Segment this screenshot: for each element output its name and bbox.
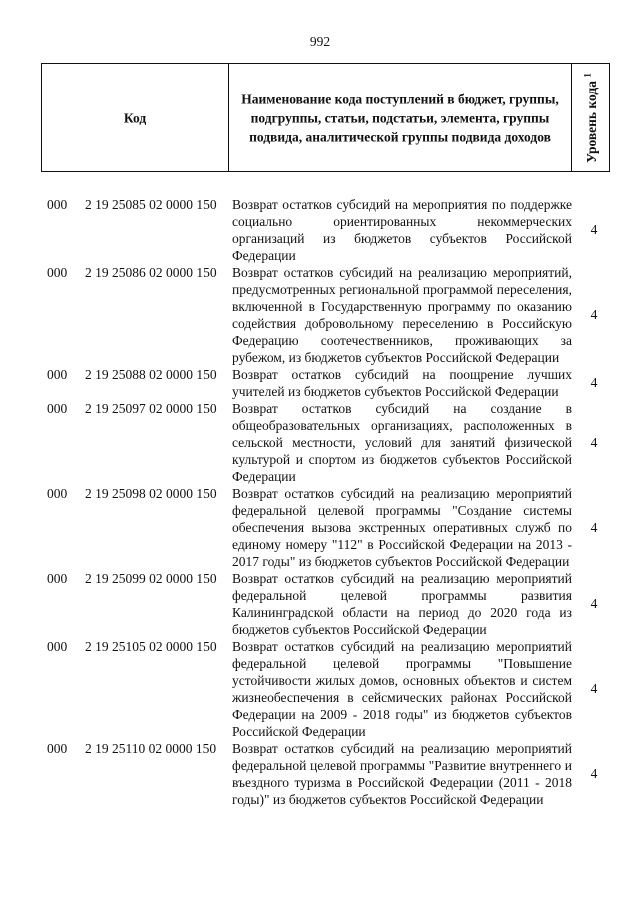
row-level: 4 — [590, 681, 598, 696]
table-row — [41, 264, 610, 366]
row-revenue-code: 2 19 25098 02 0000 150 — [85, 486, 217, 501]
table-row — [41, 638, 610, 740]
table-row — [41, 366, 610, 400]
table-row — [41, 196, 610, 264]
table-row — [41, 740, 610, 808]
row-name: Возврат остатков субсидий на создание в общеобразовательных организациях, расположенных в сельской местности, условий для занятий физической культурой и спортом из бюджетов субъектов Российской Федерации — [232, 401, 572, 484]
row-name: Возврат остатков субсидий на реализацию мероприятий, предусмотренных региональной программой переселения, включенной в Государственную программу по оказанию содействия добровольному переселению в Российскую Федерацию соотечественников, проживающих за рубежом, из бюджетов субъектов Российской Федерации — [232, 265, 572, 365]
row-name: Возврат остатков субсидий на поощрение лучших учителей из бюджетов субъектов Российской Федерации — [232, 367, 572, 399]
row-admin-code: 000 — [47, 401, 68, 416]
row-name: Возврат остатков субсидий на реализацию мероприятий федеральной целевой программы развития Калининградской области на период до 2020 года из бюджетов субъектов Российской Федерации — [232, 571, 572, 637]
row-name: Возврат остатков субсидий на реализацию мероприятий федеральной целевой программы "Развитие внутреннего и въездного туризма в Российской Федерации (2011 - 2018 годы)" из бюджетов субъектов Российской Федерации — [232, 741, 572, 807]
table-row — [41, 570, 610, 638]
row-level: 4 — [590, 596, 598, 611]
row-level: 4 — [590, 434, 598, 450]
row-name: Возврат остатков субсидий на реализацию мероприятий федеральной целевой программы "Повышение устойчивости жилых домов, основных объектов и систем жизнеобеспечения в сейсмических районах Российской Федерации на 2009 - 2018 годы" из бюджетов субъектов Российской Федерации — [232, 639, 572, 739]
table-header — [41, 63, 610, 172]
row-admin-code: 000 — [47, 639, 68, 654]
row-name: Возврат остатков субсидий на мероприятия по поддержке социально ориентированных некоммерческих организаций из бюджетов субъектов Российской Федерации — [232, 197, 572, 263]
row-admin-code: 000 — [47, 265, 68, 280]
row-admin-code: 000 — [47, 486, 68, 501]
row-revenue-code: 2 19 25085 02 0000 150 — [85, 197, 217, 212]
row-revenue-code: 2 19 25110 02 0000 150 — [85, 741, 217, 756]
row-revenue-code: 2 19 25099 02 0000 150 — [85, 571, 217, 586]
table-body — [41, 196, 610, 808]
header-code-cell — [42, 64, 229, 171]
row-revenue-code: 2 19 25086 02 0000 150 — [85, 265, 217, 280]
page-number: 992 — [309, 34, 331, 49]
table-row — [41, 400, 610, 485]
header-level-text: Уровень кода — [583, 80, 599, 163]
header-name-label: Наименование кода поступлений в бюджет, группы, подгруппы, статьи, подстатьи, элемента, группы подвида, аналитической группы подвида доходов — [241, 91, 559, 144]
row-level: 4 — [590, 766, 598, 781]
row-revenue-code: 2 19 25097 02 0000 150 — [85, 401, 217, 416]
row-level: 4 — [590, 222, 598, 237]
row-level: 4 — [590, 519, 598, 535]
header-code-label: Код — [123, 110, 147, 125]
row-admin-code: 000 — [47, 571, 68, 586]
table-row — [41, 485, 610, 570]
header-level-cell — [572, 64, 609, 171]
header-level-label — [582, 73, 600, 163]
row-admin-code: 000 — [47, 741, 68, 756]
row-admin-code: 000 — [47, 197, 68, 212]
header-level-footnote: 1 — [581, 72, 592, 78]
row-revenue-code: 2 19 25105 02 0000 150 — [85, 639, 217, 654]
header-name-cell — [229, 64, 572, 171]
row-level: 4 — [590, 307, 598, 322]
row-name: Возврат остатков субсидий на реализацию мероприятий федеральной целевой программы "Создание системы обеспечения вызова экстренных оперативных служб по единому номеру "112" в Российской Федерации на 2013 - 2017 годы" из бюджетов субъектов Российской Федерации — [232, 486, 572, 569]
row-level: 4 — [590, 375, 598, 390]
row-admin-code: 000 — [47, 367, 68, 382]
row-revenue-code: 2 19 25088 02 0000 150 — [85, 367, 217, 382]
